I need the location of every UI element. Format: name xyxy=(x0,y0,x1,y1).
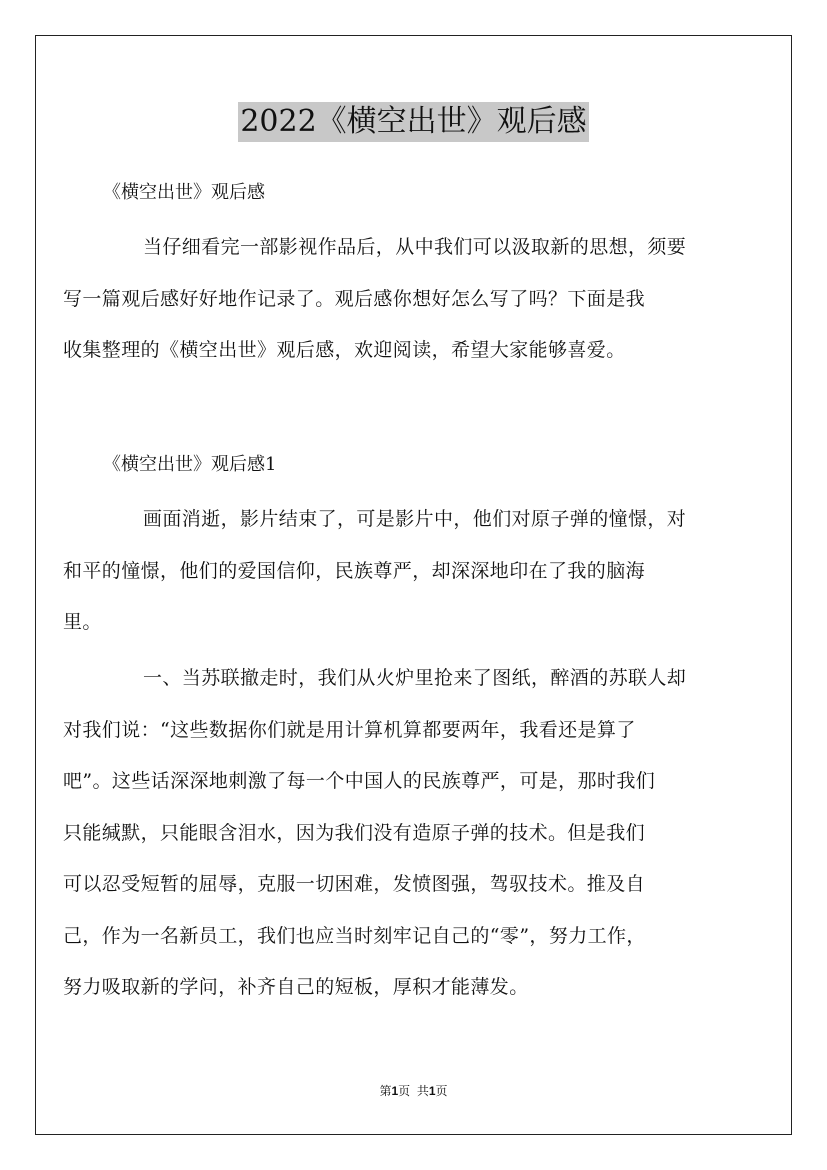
total-label-suffix: 页 xyxy=(435,1084,448,1098)
subheading: 《横空出世》观后感 xyxy=(103,182,265,203)
para1-line-1: 画面消逝，影片结束了，可是影片中，他们对原子弹的憧憬，对 xyxy=(143,508,687,530)
page-label-prefix: 第 xyxy=(379,1084,392,1098)
para1-line-2: 和平的憧憬，他们的爱国信仰，民族尊严，却深深地印在了我的脑海 xyxy=(63,559,646,582)
para2-line-5: 可以忍受短暂的屈辱，克服一切困难，发愤图强，驾驭技术。推及自 xyxy=(63,873,646,895)
intro-line-3: 收集整理的《横空出世》观后感，欢迎阅读，希望大家能够喜爱。 xyxy=(63,339,626,361)
para2-line-6: 己，作为一名新员工，我们也应当时刻牢记自己的“零”，努力工作， xyxy=(63,924,646,947)
para2-line-7: 努力吸取新的学问，补齐自己的短板，厚积才能薄发。 xyxy=(63,976,529,998)
page-label-suffix: 页 xyxy=(398,1084,411,1098)
page-footer xyxy=(0,1083,827,1099)
total-pages: 1 xyxy=(428,1084,436,1098)
intro-line-2: 写一篇观后感好好地作记录了。观后感你想好怎么写了吗？下面是我 xyxy=(63,287,646,310)
para1-line-3: 里。 xyxy=(63,611,102,633)
para2-line-1: 一、当苏联撤走时，我们从火炉里抢来了图纸，醉酒的苏联人却 xyxy=(143,667,687,689)
title-container xyxy=(0,102,827,142)
page-number: 1 xyxy=(391,1084,399,1098)
para2-line-2: 对我们说：“这些数据你们就是用计算机算都要两年，我看还是算了 xyxy=(63,718,636,741)
para2-line-3: 吧”。这些话深深地刺激了每一个中国人的民族尊严，可是，那时我们 xyxy=(63,770,656,792)
intro-line-1: 当仔细看完一部影视作品后，从中我们可以汲取新的思想，须要 xyxy=(143,236,687,258)
paragraph-2 xyxy=(63,653,729,1014)
document-title: 2022《横空出世》观后感 xyxy=(238,102,588,142)
total-label-prefix: 共 xyxy=(416,1084,429,1098)
section-heading-1: 《横空出世》观后感1 xyxy=(103,454,277,475)
paragraph-1 xyxy=(63,494,729,649)
intro-paragraph xyxy=(63,222,729,377)
para2-line-4: 只能缄默，只能眼含泪水，因为我们没有造原子弹的技术。但是我们 xyxy=(63,821,646,844)
